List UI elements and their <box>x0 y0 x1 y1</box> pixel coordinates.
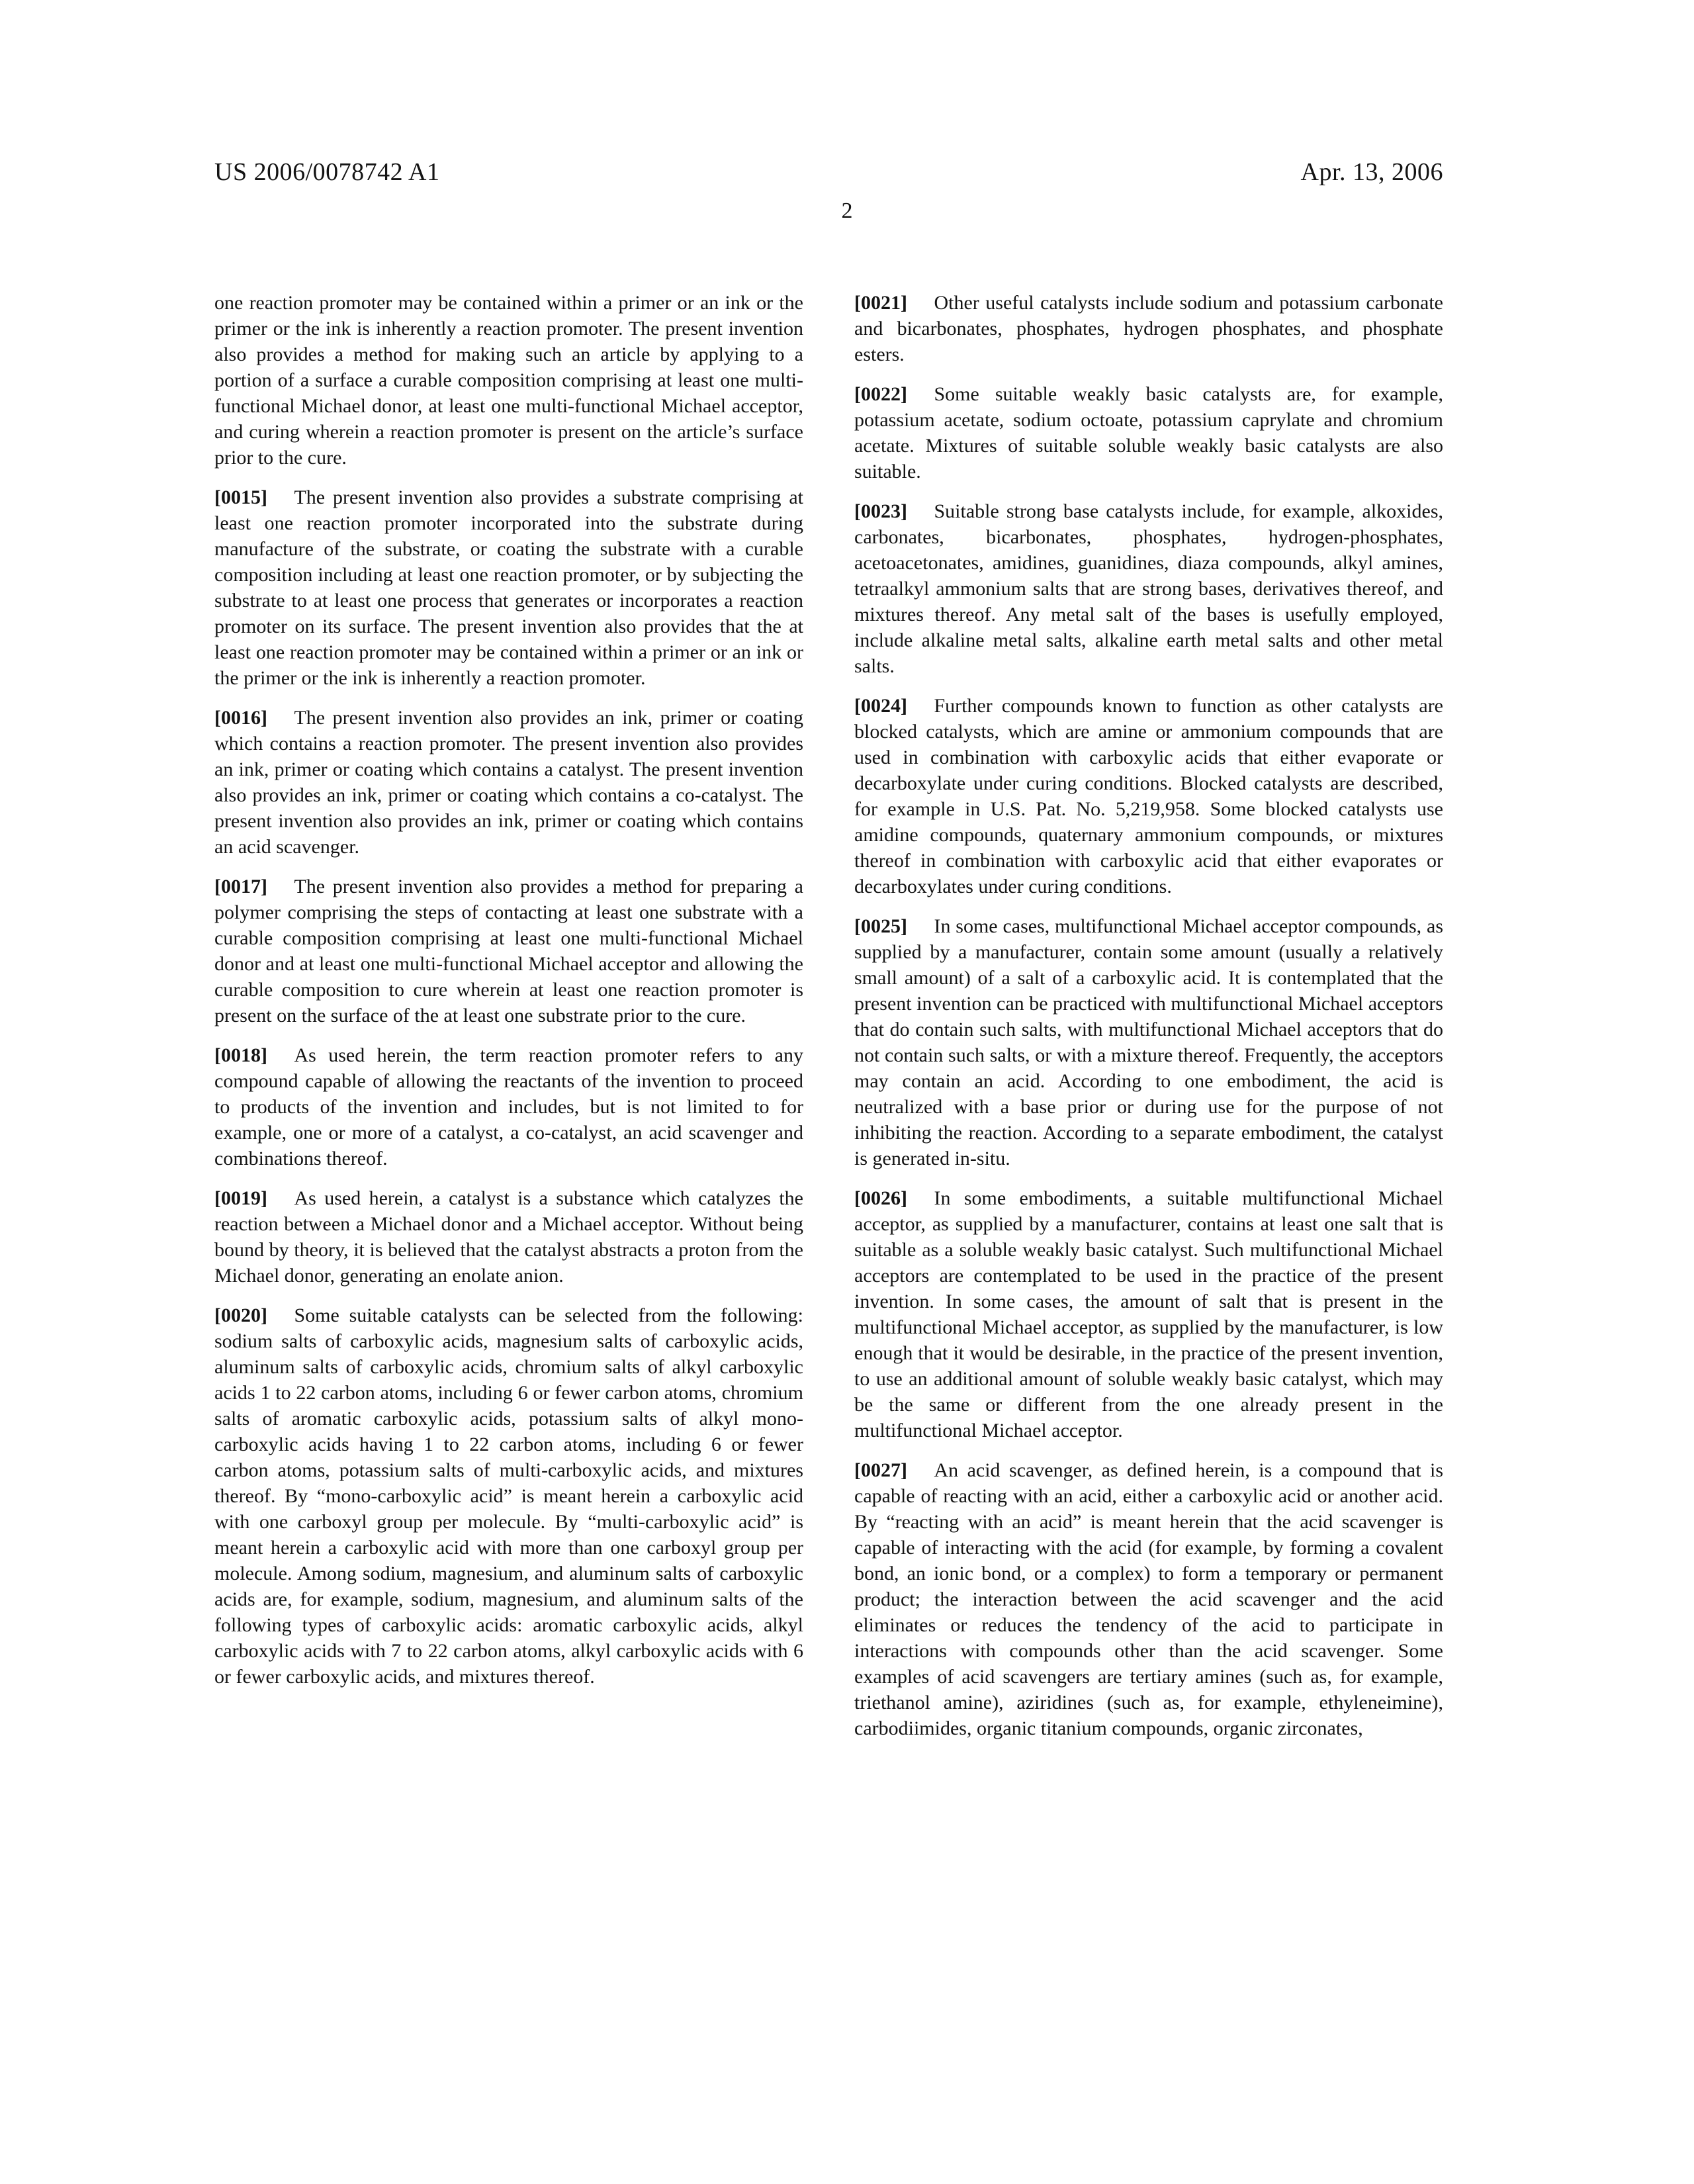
paragraph-text: The present invention also provides an ink, primer or coating which contains a reaction promoter. The present invention also provides an ink, primer or coating which contains a catalyst. The present invention also provides an ink, primer or coating which contains a co-catalyst. The present invention also provides an ink, primer or coating which contains an acid scavenger. <box>214 707 803 858</box>
paragraph-text: Further compounds known to function as other catalysts are blocked catalysts, which are amine or ammonium compounds that are used in combination with carboxylic acids that either evaporate or decarboxylate under curing conditions. Blocked catalysts are described, for example in U.S. Pat. No. 5,219,958. Some blocked catalysts use amidine compounds, quaternary ammonium compounds, or mixtures thereof in combination with carboxylic acid that either evaporates or decarboxylates under curing conditions. <box>854 695 1443 897</box>
paragraph-text: An acid scavenger, as defined herein, is a compound that is capable of reacting with an acid, either a carboxylic acid or another acid. By “reacting with an acid” is meant herein that the acid scavenger is capable of interacting with the acid (for example, by forming a covalent bond, an ionic bond, or a complex) to form a temporary or permanent product; the interaction between the acid scavenger and the acid eliminates or reduces the tendency of the acid to participate in interactions with compounds other than the acid scavenger. Some examples of acid scavengers are tertiary amines (such as, for example, triethanol amine), aziridines (such as, for example, ethyleneimine), carbodiimides, organic titanium compounds, organic zirconates, <box>854 1459 1443 1739</box>
paragraph-text: The present invention also provides a method for preparing a polymer comprising the steps of contacting at least one substrate with a curable composition comprising at least one multi-functional Michael donor and at least one multi-functional Michael acceptor and allowing the curable composition to cure wherein at least one reaction promoter is present on the surface of the at least one substrate prior to the cure. <box>214 876 803 1026</box>
paragraph-text: Other useful catalysts include sodium and potassium carbonate and bicarbonates, phosphates, hydrogen phosphates, and phosphate esters. <box>854 292 1443 365</box>
paragraph <box>854 498 1443 679</box>
paragraph <box>854 381 1443 484</box>
paragraph <box>214 1302 803 1690</box>
page-number: 2 <box>841 199 853 223</box>
paragraph <box>214 1185 803 1289</box>
paragraph-text: Some suitable weakly basic catalysts are, for example, potassium acetate, sodium octoate, potassium caprylate and chromium acetate. Mixtures of suitable soluble weakly basic catalysts are also suitable. <box>854 383 1443 482</box>
paragraph-text: As used herein, the term reaction promoter refers to any compound capable of allowing the reactants of the invention to proceed to products of the invention and includes, but is not limited to for example, one or more of a catalyst, a co-catalyst, an acid scavenger and combinations thereof. <box>214 1044 803 1169</box>
publication-date: Apr. 13, 2006 <box>1300 158 1443 186</box>
paragraph-number: [0015] <box>214 486 267 508</box>
paragraph <box>854 913 1443 1171</box>
page-header <box>0 0 1694 187</box>
paragraph <box>214 1042 803 1171</box>
right-column <box>854 290 1443 1755</box>
paragraph <box>214 705 803 860</box>
paragraph-text: In some cases, multifunctional Michael acceptor compounds, as supplied by a manufacturer, contain some amount (usually a relatively small amount) of a salt of a carboxylic acid. It is contemplated that the present invention can be practiced with multifunctional Michael acceptors that do contain such salts, with multifunctional Michael acceptors that do not contain such salts, or with a mixture thereof. Frequently, the acceptors may contain an acid. According to one embodiment, the acid is neutralized with a base prior or during use for the purpose of not inhibiting the reaction. According to a separate embodiment, the catalyst is generated in-situ. <box>854 915 1443 1169</box>
paragraph-number: [0016] <box>214 707 267 729</box>
paragraph <box>854 1457 1443 1741</box>
paragraph-number: [0027] <box>854 1459 907 1481</box>
paragraph-number: [0023] <box>854 500 907 522</box>
paragraph-text: Suitable strong base catalysts include, for example, alkoxides, carbonates, bicarbonates, phosphates, hydrogen-phosphates, acetoacetonates, amidines, guanidines, diaza compounds, alkyl amines, tetraalkyl ammonium salts that are strong bases, derivatives thereof, and mixtures thereof. Any metal salt of the bases is usefully employed, include alkaline metal salts, alkaline earth metal salts and other metal salts. <box>854 500 1443 677</box>
paragraph-number: [0019] <box>214 1187 267 1209</box>
paragraph-text: In some embodiments, a suitable multifunctional Michael acceptor, as supplied by a manufacturer, contains at least one salt that is suitable as a soluble weakly basic catalyst. Such multifunctional Michael acceptors are contemplated to be used in the practice of the present invention. In some cases, the amount of salt that is present in the multifunctional Michael acceptor, as supplied by the manufacturer, is low enough that it would be desirable, in the practice of the present invention, to use an additional amount of soluble weakly basic catalyst, which may be the same or different from the one already present in the multifunctional Michael acceptor. <box>854 1187 1443 1441</box>
paragraph <box>854 693 1443 899</box>
paragraph-number: [0026] <box>854 1187 907 1209</box>
paragraph-text: one reaction promoter may be contained within a primer or an ink or the primer or the ink is inherently a reaction promoter. The present invention also provides a method for making such an article by applying to a portion of a surface a curable composition comprising at least one multi-functional Michael donor, at least one multi-functional Michael acceptor, and curing wherein a reaction promoter is present on the article’s surface prior to the cure. <box>214 292 803 469</box>
paragraph-text: The present invention also provides a substrate comprising at least one reaction promoter incorporated into the substrate during manufacture of the substrate, or coating the substrate with a curable composition including at least one reaction promoter, or by subjecting the substrate to at least one process that generates or incorporates a reaction promoter on its surface. The present invention also provides that the at least one reaction promoter may be contained within a primer or an ink or the primer or the ink is inherently a reaction promoter. <box>214 486 803 689</box>
two-column-body <box>0 290 1694 1755</box>
paragraph-text: Some suitable catalysts can be selected from the following: sodium salts of carboxylic acids, magnesium salts of carboxylic acids, aluminum salts of carboxylic acids, chromium salts of alkyl carboxylic acids 1 to 22 carbon atoms, including 6 or fewer carbon atoms, chromium salts of aromatic carboxylic acids, potassium salts of alkyl mono-carboxylic acids having 1 to 22 carbon atoms, including 6 or fewer carbon atoms, potassium salts of multi-carboxylic acids, and mixtures thereof. By “mono-carboxylic acid” is meant herein a carboxylic acid with one carboxyl group per molecule. By “multi-carboxylic acid” is meant herein a carboxylic acid with more than one carboxyl group per molecule. Among sodium, magnesium, and aluminum salts of carboxylic acids are, for example, sodium, magnesium, and aluminum salts of the following types of carboxylic acids: aromatic carboxylic acids, alkyl carboxylic acids with 7 to 22 carbon atoms, alkyl carboxylic acids with 6 or fewer carboxylic acids, and mixtures thereof. <box>214 1304 803 1688</box>
left-column <box>214 290 803 1755</box>
paragraph-number: [0017] <box>214 876 267 897</box>
paragraph-number: [0020] <box>214 1304 267 1326</box>
paragraph-number: [0018] <box>214 1044 267 1066</box>
paragraph-number: [0022] <box>854 383 907 405</box>
paragraph <box>214 484 803 691</box>
paragraph-number: [0025] <box>854 915 907 937</box>
paragraph <box>214 290 803 471</box>
paragraph-number: [0024] <box>854 695 907 717</box>
paragraph-number: [0021] <box>854 292 907 314</box>
paragraph-text: As used herein, a catalyst is a substance which catalyzes the reaction between a Michael donor and a Michael acceptor. Without being bound by theory, it is believed that the catalyst abstracts a proton from the Michael donor, generating an enolate anion. <box>214 1187 803 1287</box>
paragraph <box>854 290 1443 367</box>
paragraph <box>214 874 803 1028</box>
patent-number: US 2006/0078742 A1 <box>214 158 440 186</box>
paragraph <box>854 1185 1443 1443</box>
